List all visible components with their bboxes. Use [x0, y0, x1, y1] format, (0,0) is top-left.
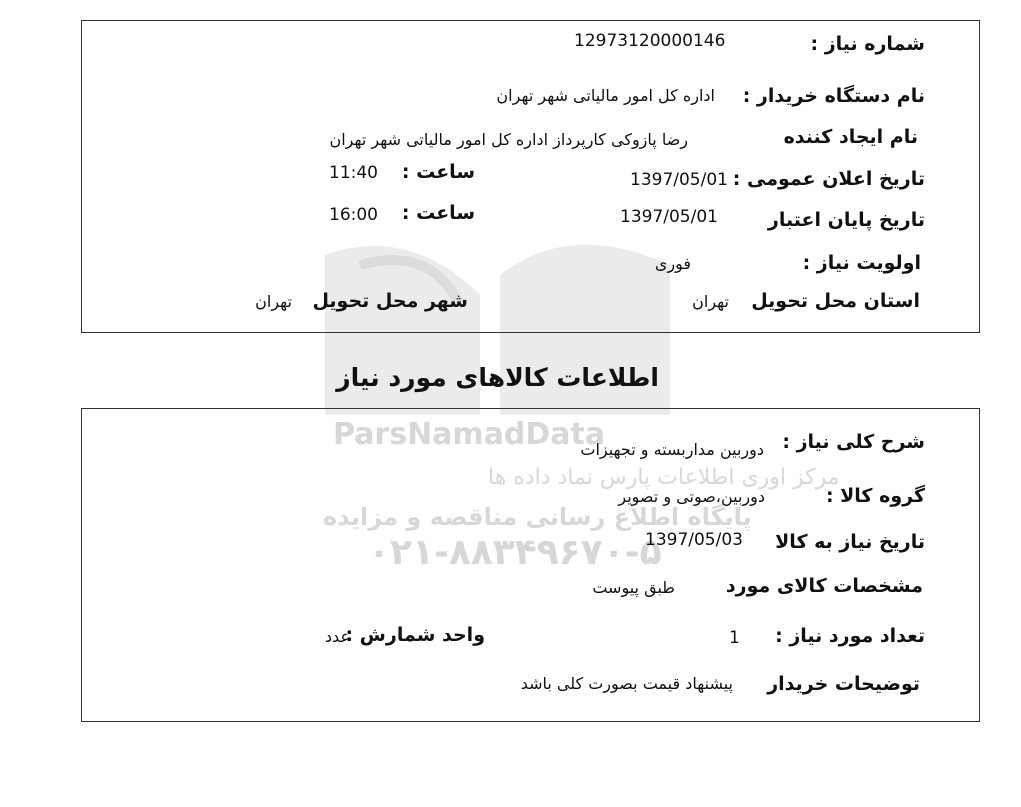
announce-time-label: ساعت : [401, 161, 475, 183]
goods-section-heading: اطلاعات کالاهای مورد نیاز [336, 363, 659, 392]
need-number-value: 12973120000146 [574, 31, 726, 51]
buyer-notes-label: توضیحات خریدار [767, 673, 920, 695]
watermark-brand: ParsNamadData [333, 417, 606, 452]
goods-need-date-label: تاریخ نیاز به کالا [775, 531, 925, 553]
goods-description-label: شرح کلی نیاز : [782, 431, 925, 453]
validity-time-label: ساعت : [401, 202, 475, 224]
goods-quantity-value: 1 [729, 628, 740, 648]
city-value: تهران [255, 292, 292, 311]
goods-unit-label: واحد شمارش : [345, 624, 485, 646]
goods-need-date-value: 1397/05/03 [645, 530, 743, 550]
announce-date-value: 1397/05/01 [630, 170, 728, 190]
goods-description-value: دوربین مداربسته و تجهیزات [580, 440, 764, 459]
creator-value: رضا پازوکی کارپرداز اداره کل امور مالیاتی شهر تهران [329, 130, 688, 149]
validity-date-value: 1397/05/01 [620, 207, 718, 227]
announce-date-label: تاریخ اعلان عمومی : [732, 168, 925, 190]
watermark-line2: پایگاه اطلاع رسانی مناقصه و مزایده [323, 503, 752, 531]
goods-group-label: گروه کالا : [825, 485, 925, 507]
province-value: تهران [692, 292, 729, 311]
priority-value: فوری [654, 254, 691, 273]
watermark-line1: مرکز اوری اطلاعات پارس نماد داده ها [488, 465, 840, 490]
announce-time-value: 11:40 [329, 163, 378, 183]
priority-label: اولویت نیاز : [802, 252, 921, 274]
creator-label: نام ایجاد کننده [783, 126, 918, 148]
watermark-phone: ۰۲۱-۸۸۳۴۹۶۷۰-۵ [368, 532, 662, 573]
buyer-org-value: اداره کل امور مالیاتی شهر تهران [496, 86, 715, 105]
goods-unit-value: عدد [324, 627, 350, 646]
buyer-notes-value: پیشنهاد قیمت بصورت کلی باشد [520, 674, 733, 693]
goods-specs-value: طبق پیوست [592, 578, 675, 597]
goods-group-value: دوربین،صوتی و تصویر [618, 487, 765, 506]
buyer-org-label: نام دستگاه خریدار : [742, 85, 925, 107]
city-label: شهر محل تحویل [312, 290, 468, 312]
goods-quantity-label: تعداد مورد نیاز : [775, 625, 925, 647]
province-label: استان محل تحویل [751, 290, 920, 312]
goods-specs-label: مشخصات کالای مورد [725, 575, 923, 597]
validity-date-label: تاریخ پایان اعتبار [767, 209, 925, 231]
need-number-label: شماره نیاز : [810, 33, 925, 55]
validity-time-value: 16:00 [329, 205, 378, 225]
